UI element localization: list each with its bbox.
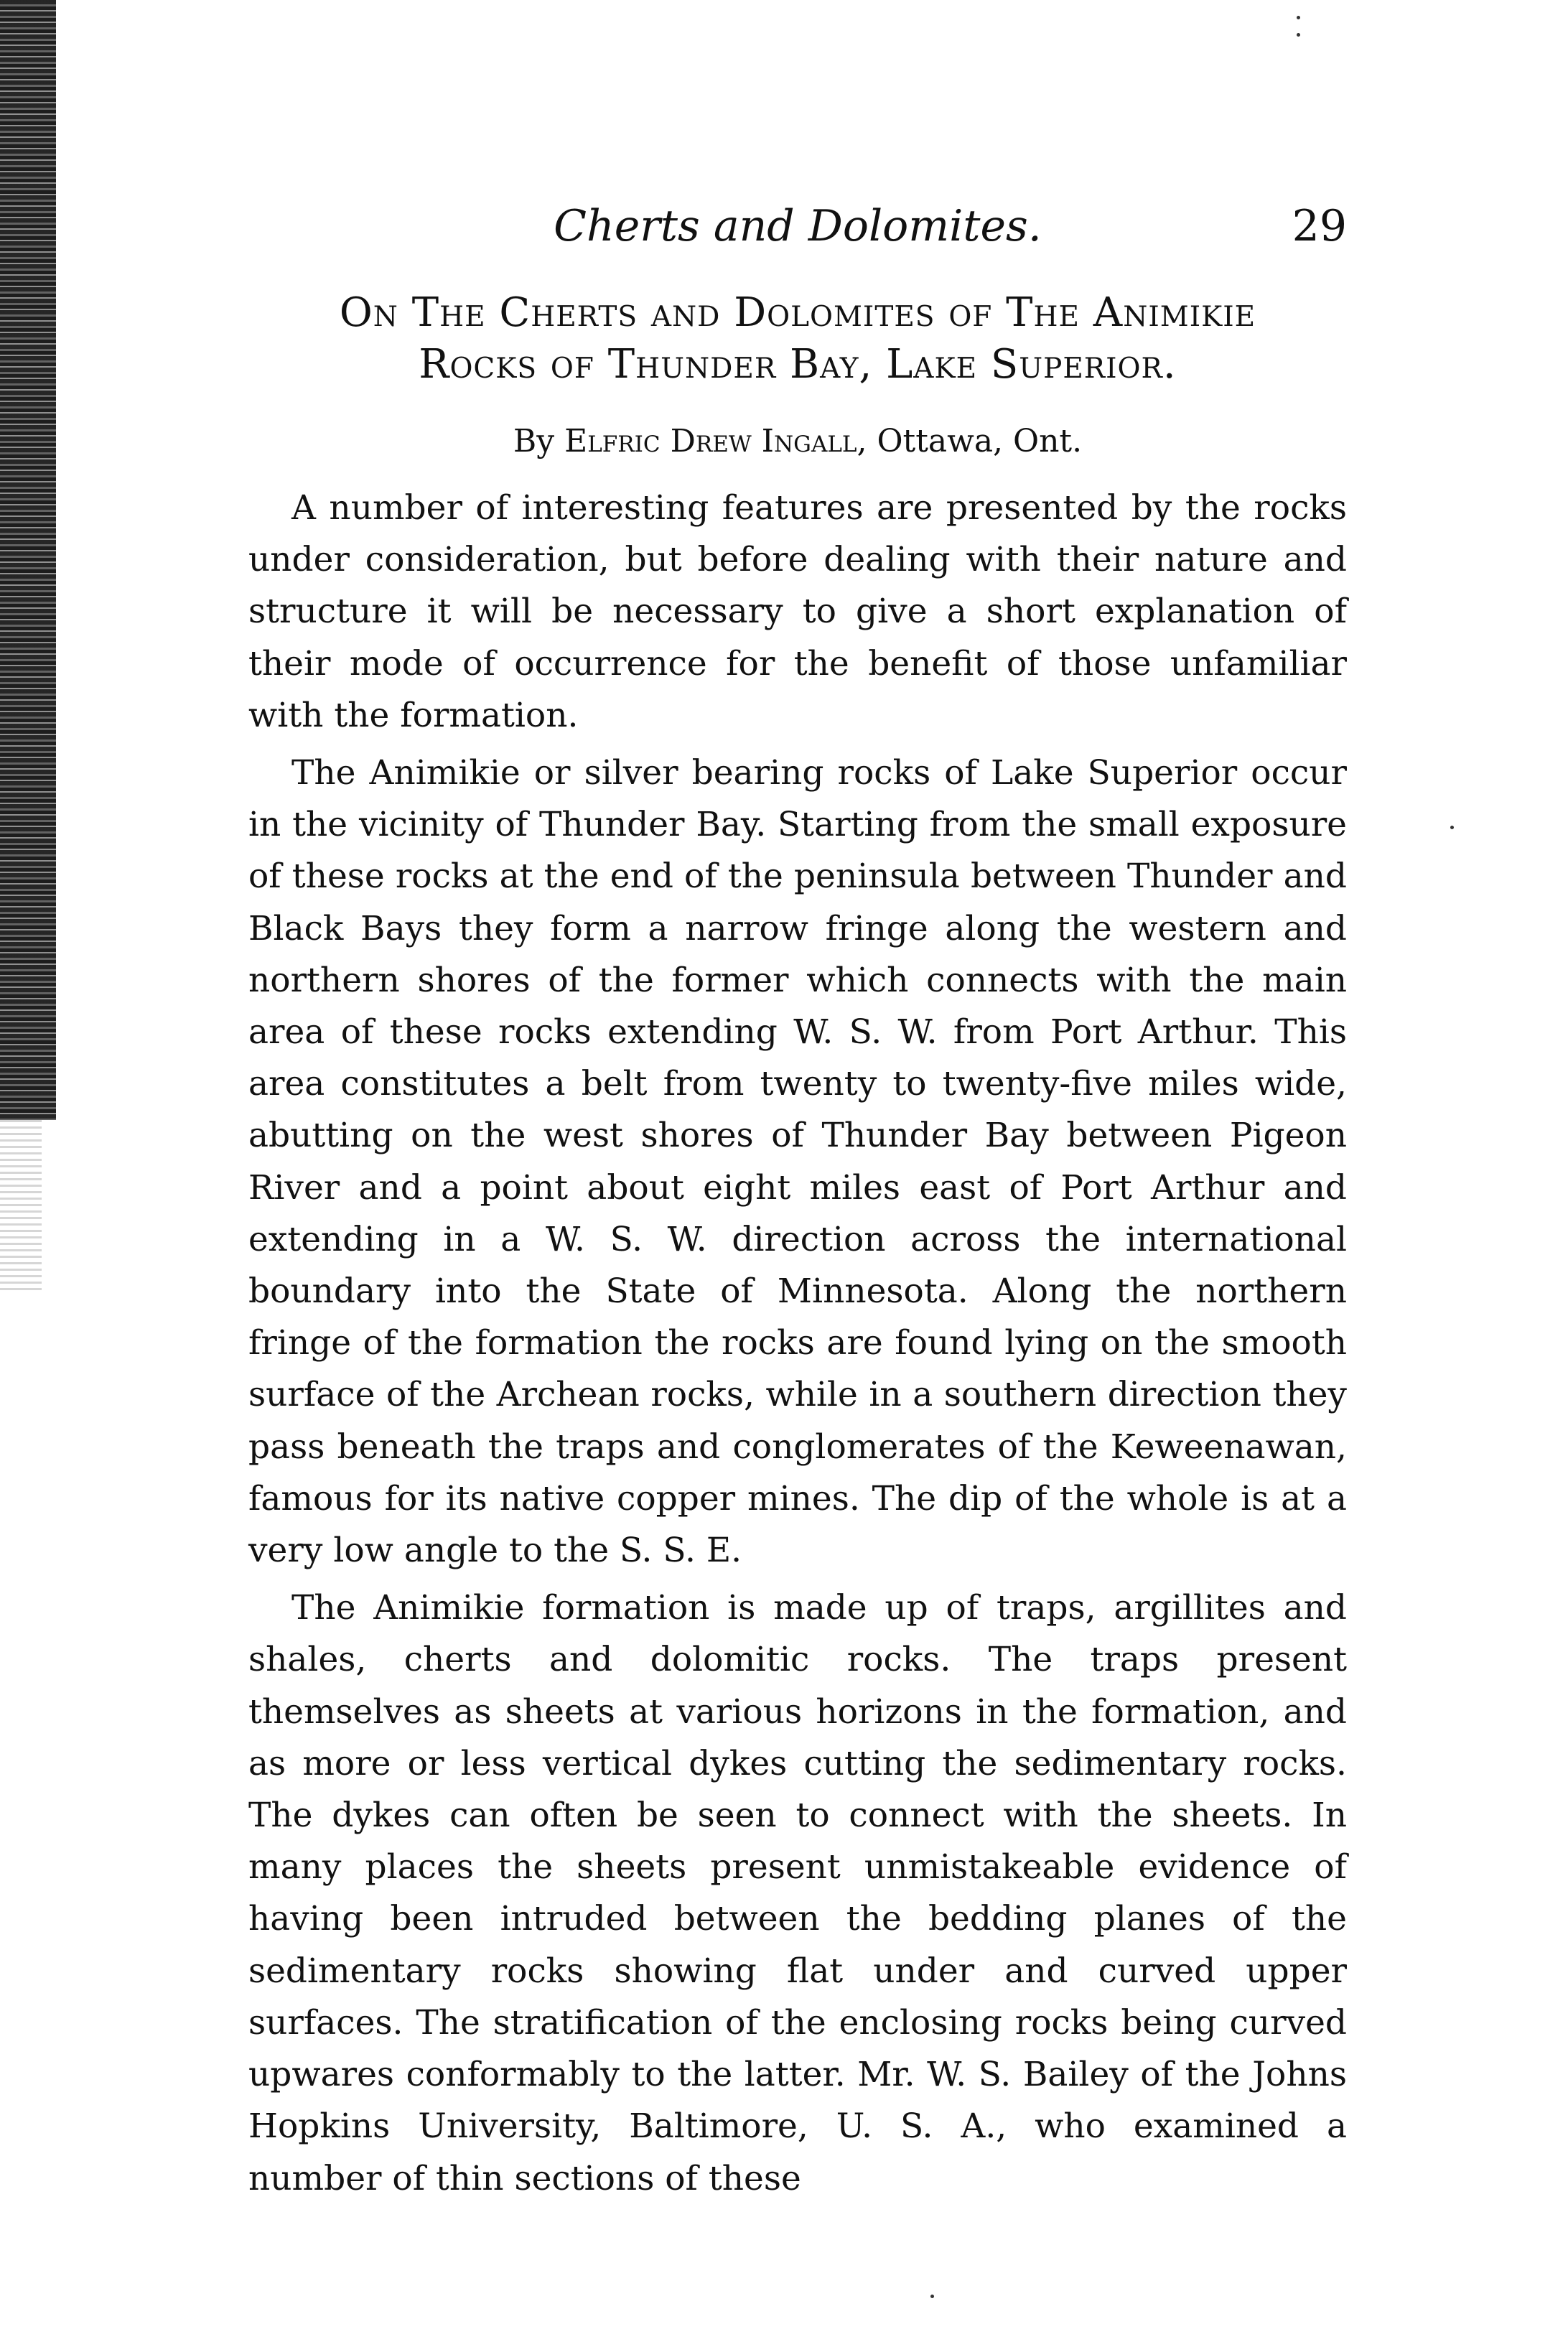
book-binding-shadow bbox=[0, 1120, 42, 1292]
running-head bbox=[248, 194, 1347, 258]
article-title bbox=[248, 287, 1347, 391]
paragraph-2: The Animikie or silver bearing rocks of Lake Superior occur in the vicinity of Thunder Bay. Starting from the small exposure of these rocks at the end of the peninsula between Thunder and Black Bays they form a narrow fringe along the western and northern shores of the former which connects with the main area of these rocks extending W. S. W. from Port Arthur. This area constitutes a belt from twenty to twenty-five miles wide, abutting on the west shores of Thunder Bay between Pigeon River and a point about eight miles east of Port Arthur and extending in a W. S. W. direction across the international boundary into the State of Minnesota. Along the northern fringe of the formation the rocks are found lying on the smooth surface of the Archean rocks, while in a southern direction they pass beneath the traps and conglomerates of the Keweenawan, famous for its native copper mines. The dip of the whole is at a very low angle to the S. S. E. bbox=[248, 753, 1347, 1571]
author-location: Ottawa, Ont. bbox=[867, 423, 1083, 459]
paper-speck bbox=[1297, 33, 1300, 37]
article-body bbox=[248, 482, 1347, 2211]
article-title-line-1: On The Cherts and Dolomites of The Animikie bbox=[339, 289, 1256, 336]
page-number: 29 bbox=[1292, 201, 1347, 251]
paragraph-3: The Animikie formation is made up of traps, argillites and shales, cherts and dolomitic rocks. The traps present themselves as sheets at various horizons in the formation, and as more or less vertical dykes cutting the sedimentary rocks. The dykes can often be seen to connect with the sheets. In many places the sheets present unmistakeable evidence of having been intruded between the bedding planes of the sedimentary rocks showing flat under and curved upper surfaces. The stratification of the enclosing rocks being curved upwares conformably to the latter. Mr. W. S. Bailey of the Johns Hopkins University, Baltimore, U. S. A., who examined a number of thin sections of these bbox=[248, 1588, 1347, 2198]
author-name: Elfric Drew Ingall, bbox=[564, 423, 867, 459]
article-title-line-2: Rocks of Thunder Bay, Lake Superior. bbox=[419, 341, 1177, 388]
paper-speck bbox=[930, 2295, 934, 2298]
paragraph-1: A number of interesting features are presented by the rocks under consideration, but before dealing with their nature and structure it will be necessary to give a short explanation of their mode of occurrence for the benefit of those unfamiliar with the formation. bbox=[248, 488, 1347, 735]
byline bbox=[248, 416, 1347, 467]
book-binding-edge bbox=[0, 0, 56, 1120]
paper-speck bbox=[1297, 16, 1300, 19]
byline-prefix: By bbox=[513, 423, 565, 459]
paper-speck bbox=[1450, 826, 1454, 829]
running-title: Cherts and Dolomites. bbox=[554, 201, 1042, 251]
